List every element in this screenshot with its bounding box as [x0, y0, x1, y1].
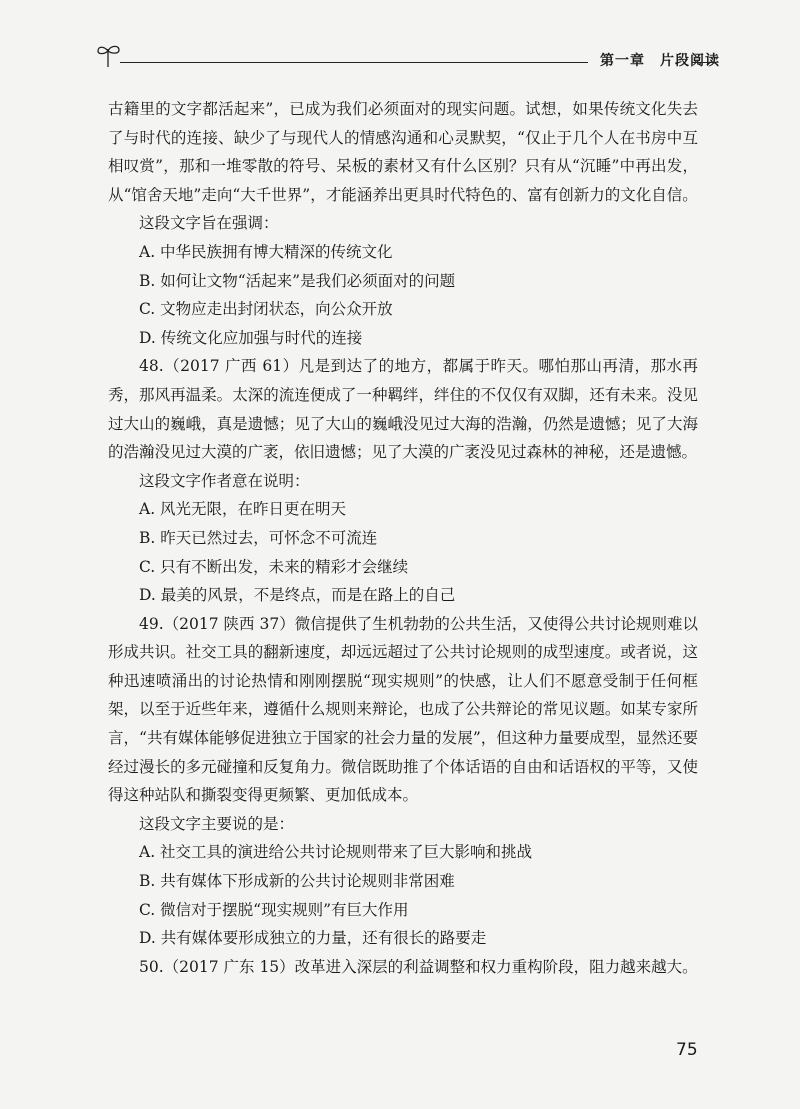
- header-rule-left: [120, 62, 588, 63]
- intro-option-d: D. 传统文化应加强与时代的连接: [139, 328, 363, 347]
- intro-option-c: C. 文物应走出封闭状态，向公众开放: [139, 300, 393, 319]
- q49-option-a: A. 社交工具的演进给公共讨论规则带来了巨大影响和挑战: [139, 843, 533, 862]
- intro-option-a: A. 中华民族拥有博大精深的传统文化: [139, 242, 393, 261]
- q48-question: 这段文字作者意在说明：: [139, 471, 310, 490]
- q49-option-c: C. 微信对于摆脱“现实规则”有巨大作用: [139, 900, 409, 919]
- q48-option-b: B. 昨天已然过去，可怀念不可流连: [139, 528, 378, 547]
- q48-passage: 48.（2017 广西 61）凡是到达了的地方，都属于昨天。哪怕那山再清，那水再秀，那风再温柔。太深的流连便成了一种羁绊，绊住的不仅仅有双脚，还有未来。没见过大山的巍峨，真是遗憾；见了大山的巍峨没见过大海的浩瀚，仍然是遗憾；见了大海的浩瀚没见过大漠的广袤，依旧遗憾；见了大漠的广袤没见过森林的神秘，还是遗憾。: [108, 357, 698, 462]
- q49-question: 这段文字主要说的是：: [139, 814, 295, 833]
- q48-option-d: D. 最美的风景，不是终点，而是在路上的自己: [139, 586, 456, 605]
- q50-passage: 50.（2017 广东 15）改革进入深层的利益调整和权力重构阶段，阻力越来越大。: [139, 957, 698, 976]
- header-rule-right: [692, 62, 716, 63]
- running-header: [96, 40, 720, 70]
- q49-passage: 49.（2017 陕西 37）微信提供了生机勃勃的公共生活，又使得公共讨论规则难以形成共识。社交工具的翻新速度，却远远超过了公共讨论规则的成型速度。或者说，这种迅速喷涌出的讨论热情和刚刚摆脱“现实规则”的快感，让人们不愿意受制于任何框架，以至于近些年来，遵循什么规则来辩论，也成了公共辩论的常见议题。如某专家所言，“共有媒体能够促进独立于国家的社会力量的发展”，但这种力量要成型，显然还要经过漫长的多元碰撞和反复角力。微信既助推了个体话语的自由和话语权的平等，又使得这种站队和撕裂变得更频繁、更加低成本。: [108, 614, 698, 805]
- q48-option-a: A. 风光无限，在昨日更在明天: [139, 500, 347, 519]
- page-body: [108, 95, 698, 981]
- q48-option-c: C. 只有不断出发，未来的精彩才会继续: [139, 557, 409, 576]
- q49-option-d: D. 共有媒体要形成独立的力量，还有很长的路要走: [139, 929, 487, 948]
- page-number: 75: [676, 1040, 698, 1060]
- intro-passage: 古籍里的文字都活起来”，已成为我们必须面对的现实问题。试想，如果传统文化失去了与时代的连接、缺少了与现代人的情感沟通和心灵默契，“仅止于几个人在书房中互相叹赏”，那和一堆零散的符号、呆板的素材又有什么区别？只有从“沉睡”中再出发，从“馆舍天地”走向“大千世界”，才能涵养出更具时代特色的、富有创新力的文化自信。: [108, 100, 698, 204]
- q49-option-b: B. 共有媒体下形成新的公共讨论规则非常困难: [139, 872, 455, 891]
- intro-question: 这段文字旨在强调：: [139, 214, 279, 233]
- intro-option-b: B. 如何让文物“活起来”是我们必须面对的问题: [139, 271, 456, 290]
- chapter-title: 第一章 片段阅读: [600, 53, 720, 69]
- sprout-icon: [96, 40, 122, 70]
